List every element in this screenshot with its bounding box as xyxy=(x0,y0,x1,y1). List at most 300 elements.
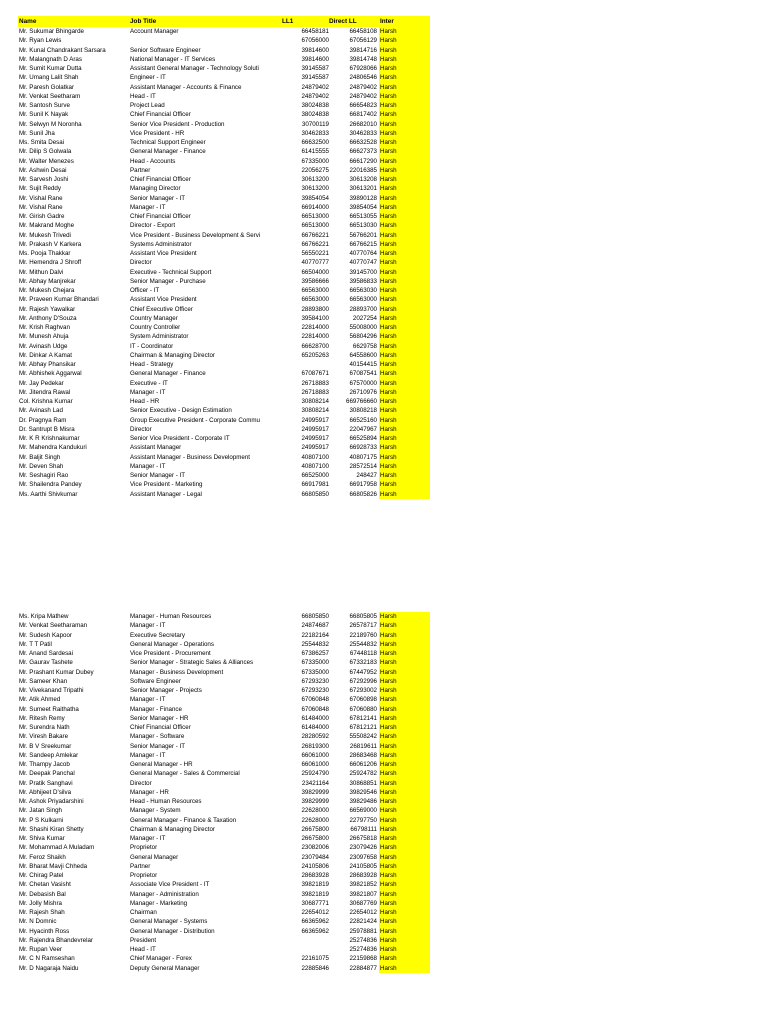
direct-ll-cell[interactable]: 40770764 xyxy=(349,250,377,257)
name-cell[interactable]: Mr. Selwyn M Noronha xyxy=(19,120,82,128)
job-title-cell[interactable]: Senior Manager - HR xyxy=(130,714,189,722)
ll1-cell[interactable]: 66365962 xyxy=(301,927,329,935)
direct-ll-cell[interactable]: 66817402 xyxy=(349,111,377,119)
job-title-cell[interactable]: Chief Executive Officer xyxy=(130,305,193,313)
direct-ll-cell[interactable]: 25924782 xyxy=(349,770,377,778)
job-title-cell[interactable]: Senior Vice President - Production xyxy=(130,120,225,128)
direct-ll-cell[interactable]: 66569000 xyxy=(349,807,377,815)
ll1-cell[interactable]: 22654012 xyxy=(301,909,329,916)
inter-cell[interactable]: Harsh xyxy=(379,379,430,388)
direct-ll-cell[interactable]: 24806546 xyxy=(349,74,377,82)
direct-ll-cell[interactable]: 39821852 xyxy=(349,881,377,889)
ll1-cell[interactable]: 61484000 xyxy=(301,714,329,722)
name-cell[interactable]: Mr. Anand Sardesai xyxy=(19,650,74,657)
direct-ll-cell[interactable]: 30868851 xyxy=(349,779,377,787)
name-cell[interactable]: Mr. D Nagaraja Naidu xyxy=(19,964,79,972)
name-cell[interactable]: Mr. Deven Shah xyxy=(19,462,64,470)
ll1-cell[interactable]: 66563000 xyxy=(301,287,329,294)
ll1-cell[interactable]: 67056000 xyxy=(301,37,329,45)
name-cell[interactable]: Mr. Sunil Jha xyxy=(19,129,55,137)
direct-ll-cell[interactable]: 66525160 xyxy=(349,416,377,424)
inter-cell[interactable]: Harsh xyxy=(379,110,430,119)
ll1-cell[interactable]: 67060848 xyxy=(301,705,329,713)
job-title-cell[interactable]: Chief Financial Officer xyxy=(130,724,191,731)
name-cell[interactable]: Mr. Ryan Lewis xyxy=(19,37,62,45)
name-cell[interactable]: Mr. Dinkar A Kamat xyxy=(19,351,72,359)
name-cell[interactable]: Dr. Santrupt B Misra xyxy=(19,425,75,433)
ll1-cell[interactable]: 30613200 xyxy=(301,185,329,193)
job-title-cell[interactable]: Assistant Manager xyxy=(130,444,182,452)
direct-ll-cell[interactable]: 22159868 xyxy=(349,955,377,963)
job-title-cell[interactable]: Account Manager xyxy=(130,28,179,35)
inter-cell[interactable]: Harsh xyxy=(379,240,430,249)
name-cell[interactable]: Mr. Munesh Ahuja xyxy=(19,333,69,341)
inter-cell[interactable]: Harsh xyxy=(379,964,430,973)
name-cell[interactable]: Mr. Mohammad A Muladam xyxy=(19,844,95,852)
job-title-cell[interactable]: Senior Manager - Projects xyxy=(130,687,202,694)
inter-cell[interactable]: Harsh xyxy=(379,101,430,110)
inter-cell[interactable]: Harsh xyxy=(379,212,430,221)
inter-cell[interactable]: Harsh xyxy=(379,936,430,945)
job-title-cell[interactable]: Executive - Technical Support xyxy=(130,268,212,276)
job-title-cell[interactable]: Chief Financial Officer xyxy=(130,111,191,119)
job-title-cell[interactable]: Director xyxy=(130,779,152,787)
name-cell[interactable]: Mr. Makrand Moghe xyxy=(19,222,75,230)
inter-cell[interactable]: Harsh xyxy=(379,147,430,156)
inter-cell[interactable]: Harsh xyxy=(379,323,430,332)
name-cell[interactable]: Mr. Dilip S Golwala xyxy=(19,148,72,156)
header-ll1[interactable]: LL1 xyxy=(282,18,294,25)
ll1-cell[interactable]: 30613200 xyxy=(301,176,329,183)
job-title-cell[interactable]: Senior Vice President - Corporate IT xyxy=(130,435,230,442)
name-cell[interactable]: Mr. Mithun Dalvi xyxy=(19,268,64,276)
ll1-cell[interactable]: 66513000 xyxy=(301,222,329,230)
inter-cell[interactable]: Harsh xyxy=(379,268,430,277)
ll1-cell[interactable]: 66504000 xyxy=(301,268,329,276)
direct-ll-cell[interactable]: 67087541 xyxy=(349,370,377,378)
job-title-cell[interactable]: Head - Strategy xyxy=(130,361,174,368)
job-title-cell[interactable]: Executive Secretary xyxy=(130,631,186,639)
job-title-cell[interactable]: Vice President - Procurement xyxy=(130,650,211,657)
direct-ll-cell[interactable]: 66766215 xyxy=(349,240,377,248)
name-cell[interactable]: Mr. Girish Gadre xyxy=(19,213,65,220)
ll1-cell[interactable]: 66525000 xyxy=(301,472,329,479)
direct-ll-cell[interactable]: 26682010 xyxy=(349,120,377,128)
name-cell[interactable]: Mr. Prashant Kumar Dubey xyxy=(19,668,94,676)
ll1-cell[interactable]: 24995917 xyxy=(301,425,329,433)
ll1-cell[interactable]: 22885846 xyxy=(301,964,329,972)
ll1-cell[interactable]: 67293230 xyxy=(301,687,329,694)
ll1-cell[interactable]: 26718883 xyxy=(301,388,329,396)
job-title-cell[interactable]: Manager - IT xyxy=(130,696,166,704)
ll1-cell[interactable]: 38024838 xyxy=(301,111,329,119)
ll1-cell[interactable]: 61415555 xyxy=(301,148,329,156)
inter-cell[interactable]: Harsh xyxy=(379,908,430,917)
direct-ll-cell[interactable]: 28683468 xyxy=(349,751,377,759)
inter-cell[interactable]: Harsh xyxy=(379,351,430,360)
direct-ll-cell[interactable]: 66617290 xyxy=(349,157,377,165)
inter-cell[interactable]: Harsh xyxy=(379,120,430,129)
ll1-cell[interactable]: 39814600 xyxy=(301,46,329,54)
name-cell[interactable]: Mr. N Domnic xyxy=(19,918,57,926)
direct-ll-cell[interactable]: 28572514 xyxy=(349,462,377,470)
name-cell[interactable]: Mr. Sunil K Nayak xyxy=(19,111,69,119)
ll1-cell[interactable]: 22056275 xyxy=(301,166,329,174)
inter-cell[interactable]: Harsh xyxy=(379,668,430,677)
name-cell[interactable]: Mr. Mahendra Kandukuri xyxy=(19,444,87,452)
job-title-cell[interactable]: Vice President - Business Development & Servi xyxy=(130,231,261,239)
name-cell[interactable]: Mr. Abhijeet D'silva xyxy=(19,788,72,796)
job-title-cell[interactable]: General Manager - Sales & Commercial xyxy=(130,770,240,778)
name-cell[interactable]: Mr. Shailendra Pandey xyxy=(19,481,82,489)
ll1-cell[interactable]: 30687771 xyxy=(301,899,329,907)
name-cell[interactable]: Mr. Ashwin Desai xyxy=(19,166,67,174)
inter-cell[interactable]: Harsh xyxy=(379,480,430,489)
direct-ll-cell[interactable]: 40770747 xyxy=(349,259,377,267)
ll1-cell[interactable]: 40807100 xyxy=(301,462,329,470)
job-title-cell[interactable]: Assistant Manager - Accounts & Finance xyxy=(130,83,242,91)
header-job-title[interactable]: Job Title xyxy=(130,18,157,25)
inter-cell[interactable]: Harsh xyxy=(379,779,430,788)
inter-cell[interactable]: Harsh xyxy=(379,360,430,369)
name-cell[interactable]: Mr. Surendra Nath xyxy=(19,724,70,731)
header-direct-ll[interactable]: Direct LL xyxy=(329,18,357,25)
name-cell[interactable]: Mr. Shashi Kiran Shetty xyxy=(19,825,84,833)
direct-ll-cell[interactable]: 40154415 xyxy=(349,361,377,368)
job-title-cell[interactable]: Chief Financial Officer xyxy=(130,176,191,183)
inter-cell[interactable]: Harsh xyxy=(379,705,430,714)
name-cell[interactable]: Mr. Jolly Mishra xyxy=(19,899,62,907)
inter-cell[interactable]: Harsh xyxy=(379,369,430,378)
job-title-cell[interactable]: National Manager - IT Services xyxy=(130,55,216,63)
job-title-cell[interactable]: Proprietor xyxy=(130,844,158,852)
inter-cell[interactable]: Harsh xyxy=(379,249,430,258)
name-cell[interactable]: Mr. Avinash Udge xyxy=(19,342,68,350)
direct-ll-cell[interactable]: 67928066 xyxy=(349,65,377,72)
name-cell[interactable]: Mr. Paresh Golatkar xyxy=(19,83,75,91)
job-title-cell[interactable]: Officer - IT xyxy=(130,287,160,294)
direct-ll-cell[interactable]: 66513055 xyxy=(349,213,377,220)
inter-cell[interactable]: Harsh xyxy=(379,175,430,184)
inter-cell[interactable]: Harsh xyxy=(379,945,430,954)
direct-ll-cell[interactable]: 39814748 xyxy=(349,55,377,63)
ll1-cell[interactable]: 39829999 xyxy=(301,798,329,805)
name-cell[interactable]: Mr. Jitendra Rawal xyxy=(19,388,71,396)
ll1-cell[interactable]: 24995917 xyxy=(301,444,329,452)
name-cell[interactable]: Mr. T T Patil xyxy=(19,640,52,648)
job-title-cell[interactable]: Senior Software Engineer xyxy=(130,46,201,54)
header-name[interactable]: Name xyxy=(19,18,37,25)
job-title-cell[interactable]: Managing Director xyxy=(130,185,181,193)
name-cell[interactable]: Mr. Vishal Rane xyxy=(19,203,63,211)
name-cell[interactable]: Mr. Abhay Phansikar xyxy=(19,361,76,368)
ll1-cell[interactable]: 22628000 xyxy=(301,807,329,815)
job-title-cell[interactable]: Head - IT xyxy=(130,92,156,100)
inter-cell[interactable]: Harsh xyxy=(379,677,430,686)
inter-cell[interactable]: Harsh xyxy=(379,806,430,815)
direct-ll-cell[interactable]: 55008000 xyxy=(349,324,377,331)
ll1-cell[interactable]: 22182164 xyxy=(301,631,329,639)
name-cell[interactable]: Mr. Avinash Lad xyxy=(19,407,63,415)
direct-ll-cell[interactable]: 39829486 xyxy=(349,798,377,805)
name-cell[interactable]: Mr. Atik Ahmed xyxy=(19,696,61,704)
direct-ll-cell[interactable]: 248427 xyxy=(356,472,377,479)
job-title-cell[interactable]: Senior Manager - IT xyxy=(130,194,186,202)
direct-ll-cell[interactable]: 26819611 xyxy=(349,742,377,750)
direct-ll-cell[interactable]: 26675818 xyxy=(349,835,377,842)
direct-ll-cell[interactable]: 25274836 xyxy=(349,936,377,944)
inter-cell[interactable]: Harsh xyxy=(379,258,430,267)
inter-cell[interactable]: Harsh xyxy=(379,157,430,166)
name-cell[interactable]: Mr. Mukesh Chejara xyxy=(19,287,75,294)
name-cell[interactable]: Mr. Ashok Priyadarshini xyxy=(19,798,84,805)
inter-cell[interactable]: Harsh xyxy=(379,927,430,936)
ll1-cell[interactable]: 39821819 xyxy=(301,890,329,898)
job-title-cell[interactable]: Engineer - IT xyxy=(130,74,166,82)
direct-ll-cell[interactable]: 25978881 xyxy=(349,927,377,935)
job-title-cell[interactable]: Senior Manager - Strategic Sales & Alliances xyxy=(130,659,254,667)
direct-ll-cell[interactable]: 66654823 xyxy=(349,102,377,109)
inter-cell[interactable]: Harsh xyxy=(379,462,430,471)
job-title-cell[interactable]: Manager - IT xyxy=(130,835,166,842)
job-title-cell[interactable]: Manager - IT xyxy=(130,388,166,396)
inter-cell[interactable]: Harsh xyxy=(379,434,430,443)
name-cell[interactable]: Mr. Sujit Reddy xyxy=(19,185,61,193)
name-cell[interactable]: Mr. Deepak Panchal xyxy=(19,770,75,778)
ll1-cell[interactable]: 23421164 xyxy=(301,779,329,787)
job-title-cell[interactable]: Deputy General Manager xyxy=(130,964,200,972)
job-title-cell[interactable]: Chairman & Managing Director xyxy=(130,825,215,833)
inter-cell[interactable]: Harsh xyxy=(379,314,430,323)
inter-cell[interactable]: Harsh xyxy=(379,871,430,880)
direct-ll-cell[interactable]: 2027254 xyxy=(352,314,377,322)
inter-cell[interactable]: Harsh xyxy=(379,760,430,769)
name-cell[interactable]: Mr. Venkat Seetharam xyxy=(19,92,81,100)
direct-ll-cell[interactable]: 22884877 xyxy=(349,964,377,972)
inter-cell[interactable]: Harsh xyxy=(379,723,430,732)
name-cell[interactable]: Mr. Santosh Surve xyxy=(19,102,70,109)
inter-cell[interactable]: Harsh xyxy=(379,55,430,64)
job-title-cell[interactable]: Chief Financial Officer xyxy=(130,213,191,220)
inter-cell[interactable]: Harsh xyxy=(379,843,430,852)
inter-cell[interactable]: Harsh xyxy=(379,184,430,193)
name-cell[interactable]: Mr. Seshagiri Rao xyxy=(19,472,69,479)
direct-ll-cell[interactable]: 66513030 xyxy=(349,222,377,230)
job-title-cell[interactable]: Executive - IT xyxy=(130,379,168,387)
inter-cell[interactable]: Harsh xyxy=(379,890,430,899)
ll1-cell[interactable]: 66766221 xyxy=(301,240,329,248)
ll1-cell[interactable]: 26819300 xyxy=(301,742,329,750)
job-title-cell[interactable]: Partner xyxy=(130,862,151,870)
job-title-cell[interactable]: Manager - Marketing xyxy=(130,899,188,907)
direct-ll-cell[interactable]: 67332183 xyxy=(349,659,377,667)
inter-cell[interactable]: Harsh xyxy=(379,443,430,452)
direct-ll-cell[interactable]: 66563030 xyxy=(349,287,377,294)
name-cell[interactable]: Mr. Hyacinth Ross xyxy=(19,927,70,935)
name-cell[interactable]: Mr. Jay Pedekar xyxy=(19,379,64,387)
job-title-cell[interactable]: Senior Executive - Design Estimation xyxy=(130,407,232,415)
ll1-cell[interactable]: 39814600 xyxy=(301,55,329,63)
direct-ll-cell[interactable]: 67447952 xyxy=(349,668,377,676)
direct-ll-cell[interactable]: 66632528 xyxy=(349,139,377,146)
ll1-cell[interactable]: 26675800 xyxy=(301,835,329,842)
direct-ll-cell[interactable]: 56804296 xyxy=(349,333,377,341)
ll1-cell[interactable]: 67386257 xyxy=(301,650,329,657)
job-title-cell[interactable]: Chairman & Managing Director xyxy=(130,351,215,359)
ll1-cell[interactable]: 66513000 xyxy=(301,213,329,220)
name-cell[interactable]: Mr. Vishal Rane xyxy=(19,194,63,202)
name-cell[interactable]: Mr. Sudesh Kapoor xyxy=(19,631,72,639)
direct-ll-cell[interactable]: 67812121 xyxy=(349,724,377,731)
ll1-cell[interactable]: 24874687 xyxy=(301,622,329,630)
direct-ll-cell[interactable]: 669766660 xyxy=(346,398,377,405)
direct-ll-cell[interactable]: 39829546 xyxy=(349,788,377,796)
inter-cell[interactable]: Harsh xyxy=(379,286,430,295)
ll1-cell[interactable]: 67293230 xyxy=(301,677,329,685)
job-title-cell[interactable]: General Manager - Finance & Taxation xyxy=(130,816,237,824)
direct-ll-cell[interactable]: 23079426 xyxy=(349,844,377,852)
ll1-cell[interactable]: 22628000 xyxy=(301,816,329,824)
ll1-cell[interactable]: 24879402 xyxy=(301,92,329,100)
ll1-cell[interactable]: 67060848 xyxy=(301,696,329,704)
ll1-cell[interactable]: 26718883 xyxy=(301,379,329,387)
direct-ll-cell[interactable]: 24879402 xyxy=(349,92,377,100)
name-cell[interactable]: Mr. Umang Lalit Shah xyxy=(19,74,79,82)
name-cell[interactable]: Mr. Anthony D'Souza xyxy=(19,314,77,322)
job-title-cell[interactable]: Assistant General Manager - Technology Soluti xyxy=(130,65,259,72)
job-title-cell[interactable]: Head - Accounts xyxy=(130,157,176,165)
inter-cell[interactable]: Harsh xyxy=(379,406,430,415)
direct-ll-cell[interactable]: 66805805 xyxy=(349,613,377,620)
ll1-cell[interactable]: 66563000 xyxy=(301,296,329,304)
inter-cell[interactable]: Harsh xyxy=(379,203,430,212)
inter-cell[interactable]: Harsh xyxy=(379,751,430,760)
direct-ll-cell[interactable]: 67292996 xyxy=(349,677,377,685)
inter-cell[interactable]: Harsh xyxy=(379,166,430,175)
name-cell[interactable]: Mr. Sandeep Amlekar xyxy=(19,751,79,759)
inter-cell[interactable]: Harsh xyxy=(379,425,430,434)
inter-cell[interactable]: Harsh xyxy=(379,27,430,36)
name-cell[interactable]: Mr. Thampy Jacob xyxy=(19,761,70,768)
direct-ll-cell[interactable]: 66061206 xyxy=(349,761,377,768)
job-title-cell[interactable]: Vice President - Marketing xyxy=(130,481,203,489)
ll1-cell[interactable]: 30462833 xyxy=(301,129,329,137)
direct-ll-cell[interactable]: 67060898 xyxy=(349,696,377,704)
direct-ll-cell[interactable]: 67570000 xyxy=(349,379,377,387)
name-cell[interactable]: Mr. Vivekanand Tripathi xyxy=(19,687,84,694)
job-title-cell[interactable]: Director - Export xyxy=(130,222,176,230)
name-cell[interactable]: Mr. P S Kulkarni xyxy=(19,816,64,824)
ll1-cell[interactable]: 39829999 xyxy=(301,788,329,796)
inter-cell[interactable]: Harsh xyxy=(379,277,430,286)
ll1-cell[interactable]: 67335000 xyxy=(301,668,329,676)
name-cell[interactable]: Mr. Sumit Kumar Dutta xyxy=(19,65,82,72)
name-cell[interactable]: Mr. K R Krishnakumar xyxy=(19,435,80,442)
inter-cell[interactable]: Harsh xyxy=(379,305,430,314)
ll1-cell[interactable]: 24879402 xyxy=(301,83,329,91)
direct-ll-cell[interactable]: 39854054 xyxy=(349,203,377,211)
inter-cell[interactable]: Harsh xyxy=(379,295,430,304)
inter-cell[interactable]: Harsh xyxy=(379,388,430,397)
name-cell[interactable]: Mr. Feroz Shaikh xyxy=(19,853,66,861)
ll1-cell[interactable]: 56550221 xyxy=(301,250,329,257)
direct-ll-cell[interactable]: 66805826 xyxy=(349,490,377,498)
job-title-cell[interactable]: Head - HR xyxy=(130,398,160,405)
direct-ll-cell[interactable]: 28683928 xyxy=(349,872,377,879)
ll1-cell[interactable]: 66628700 xyxy=(301,342,329,350)
name-cell[interactable]: Mr. C N Ramseshan xyxy=(19,955,75,963)
name-cell[interactable]: Mr. Venkat Seetharaman xyxy=(19,622,88,630)
job-title-cell[interactable]: General Manager - Operations xyxy=(130,640,214,648)
direct-ll-cell[interactable]: 30687769 xyxy=(349,899,377,907)
direct-ll-cell[interactable]: 22047967 xyxy=(349,425,377,433)
ll1-cell[interactable]: 40807100 xyxy=(301,453,329,461)
inter-cell[interactable]: Harsh xyxy=(379,129,430,138)
inter-cell[interactable]: Harsh xyxy=(379,83,430,92)
inter-cell[interactable]: Harsh xyxy=(379,73,430,82)
job-title-cell[interactable]: Manager - Business Development xyxy=(130,668,224,676)
name-cell[interactable]: Ms. Smita Desai xyxy=(19,139,65,146)
inter-cell[interactable]: Harsh xyxy=(379,834,430,843)
job-title-cell[interactable]: Manager - IT xyxy=(130,622,166,630)
inter-cell[interactable]: Harsh xyxy=(379,138,430,147)
name-cell[interactable]: Mr. Shiva Kumar xyxy=(19,835,65,842)
job-title-cell[interactable]: Head - IT xyxy=(130,946,156,953)
job-title-cell[interactable]: Manager - Finance xyxy=(130,705,182,713)
inter-cell[interactable]: Harsh xyxy=(379,46,430,55)
job-title-cell[interactable]: Manager - System xyxy=(130,807,181,815)
ll1-cell[interactable]: 28893800 xyxy=(301,305,329,313)
job-title-cell[interactable]: Manager - Software xyxy=(130,733,185,741)
job-title-cell[interactable]: Assistant Manager - Business Development xyxy=(130,453,251,461)
job-title-cell[interactable]: IT - Coordinator xyxy=(130,342,174,350)
ll1-cell[interactable]: 39586666 xyxy=(301,277,329,285)
inter-cell[interactable]: Harsh xyxy=(379,416,430,425)
job-title-cell[interactable]: General Manager - Systems xyxy=(130,918,208,926)
direct-ll-cell[interactable]: 24105805 xyxy=(349,862,377,870)
name-cell[interactable]: Mr. Sameer Khan xyxy=(19,677,68,685)
job-title-cell[interactable]: Director xyxy=(130,425,152,433)
name-cell[interactable]: Mr. Baljit Singh xyxy=(19,453,61,461)
direct-ll-cell[interactable]: 22189760 xyxy=(349,631,377,639)
name-cell[interactable]: Mr. B V Sreekumar xyxy=(19,742,72,750)
job-title-cell[interactable]: Manager - Human Resources xyxy=(130,613,212,620)
direct-ll-cell[interactable]: 25544832 xyxy=(349,640,377,648)
inter-cell[interactable]: Harsh xyxy=(379,332,430,341)
ll1-cell[interactable]: 25924790 xyxy=(301,770,329,778)
inter-cell[interactable]: Harsh xyxy=(379,658,430,667)
job-title-cell[interactable]: Country Controller xyxy=(130,324,181,331)
inter-cell[interactable]: Harsh xyxy=(379,853,430,862)
header-inter[interactable]: Inter xyxy=(379,16,430,27)
direct-ll-cell[interactable]: 66563000 xyxy=(349,296,377,304)
ll1-cell[interactable]: 30808214 xyxy=(301,407,329,415)
direct-ll-cell[interactable]: 66798111 xyxy=(350,825,377,833)
ll1-cell[interactable]: 24995917 xyxy=(301,435,329,442)
job-title-cell[interactable]: Senior Manager - IT xyxy=(130,742,186,750)
direct-ll-cell[interactable]: 66525894 xyxy=(349,435,377,442)
ll1-cell[interactable]: 66458181 xyxy=(301,28,329,35)
direct-ll-cell[interactable]: 26710976 xyxy=(349,388,377,396)
name-cell[interactable]: Mr. Jatan Singh xyxy=(19,807,62,815)
direct-ll-cell[interactable]: 66458108 xyxy=(349,28,377,35)
ll1-cell[interactable]: 26675800 xyxy=(301,825,329,833)
ll1-cell[interactable]: 22161075 xyxy=(301,955,329,963)
inter-cell[interactable]: Harsh xyxy=(379,742,430,751)
job-title-cell[interactable]: Assistant Manager - Legal xyxy=(130,490,202,498)
name-cell[interactable]: Mr. Ritesh Remy xyxy=(19,714,65,722)
job-title-cell[interactable]: General Manager - Finance xyxy=(130,370,206,378)
